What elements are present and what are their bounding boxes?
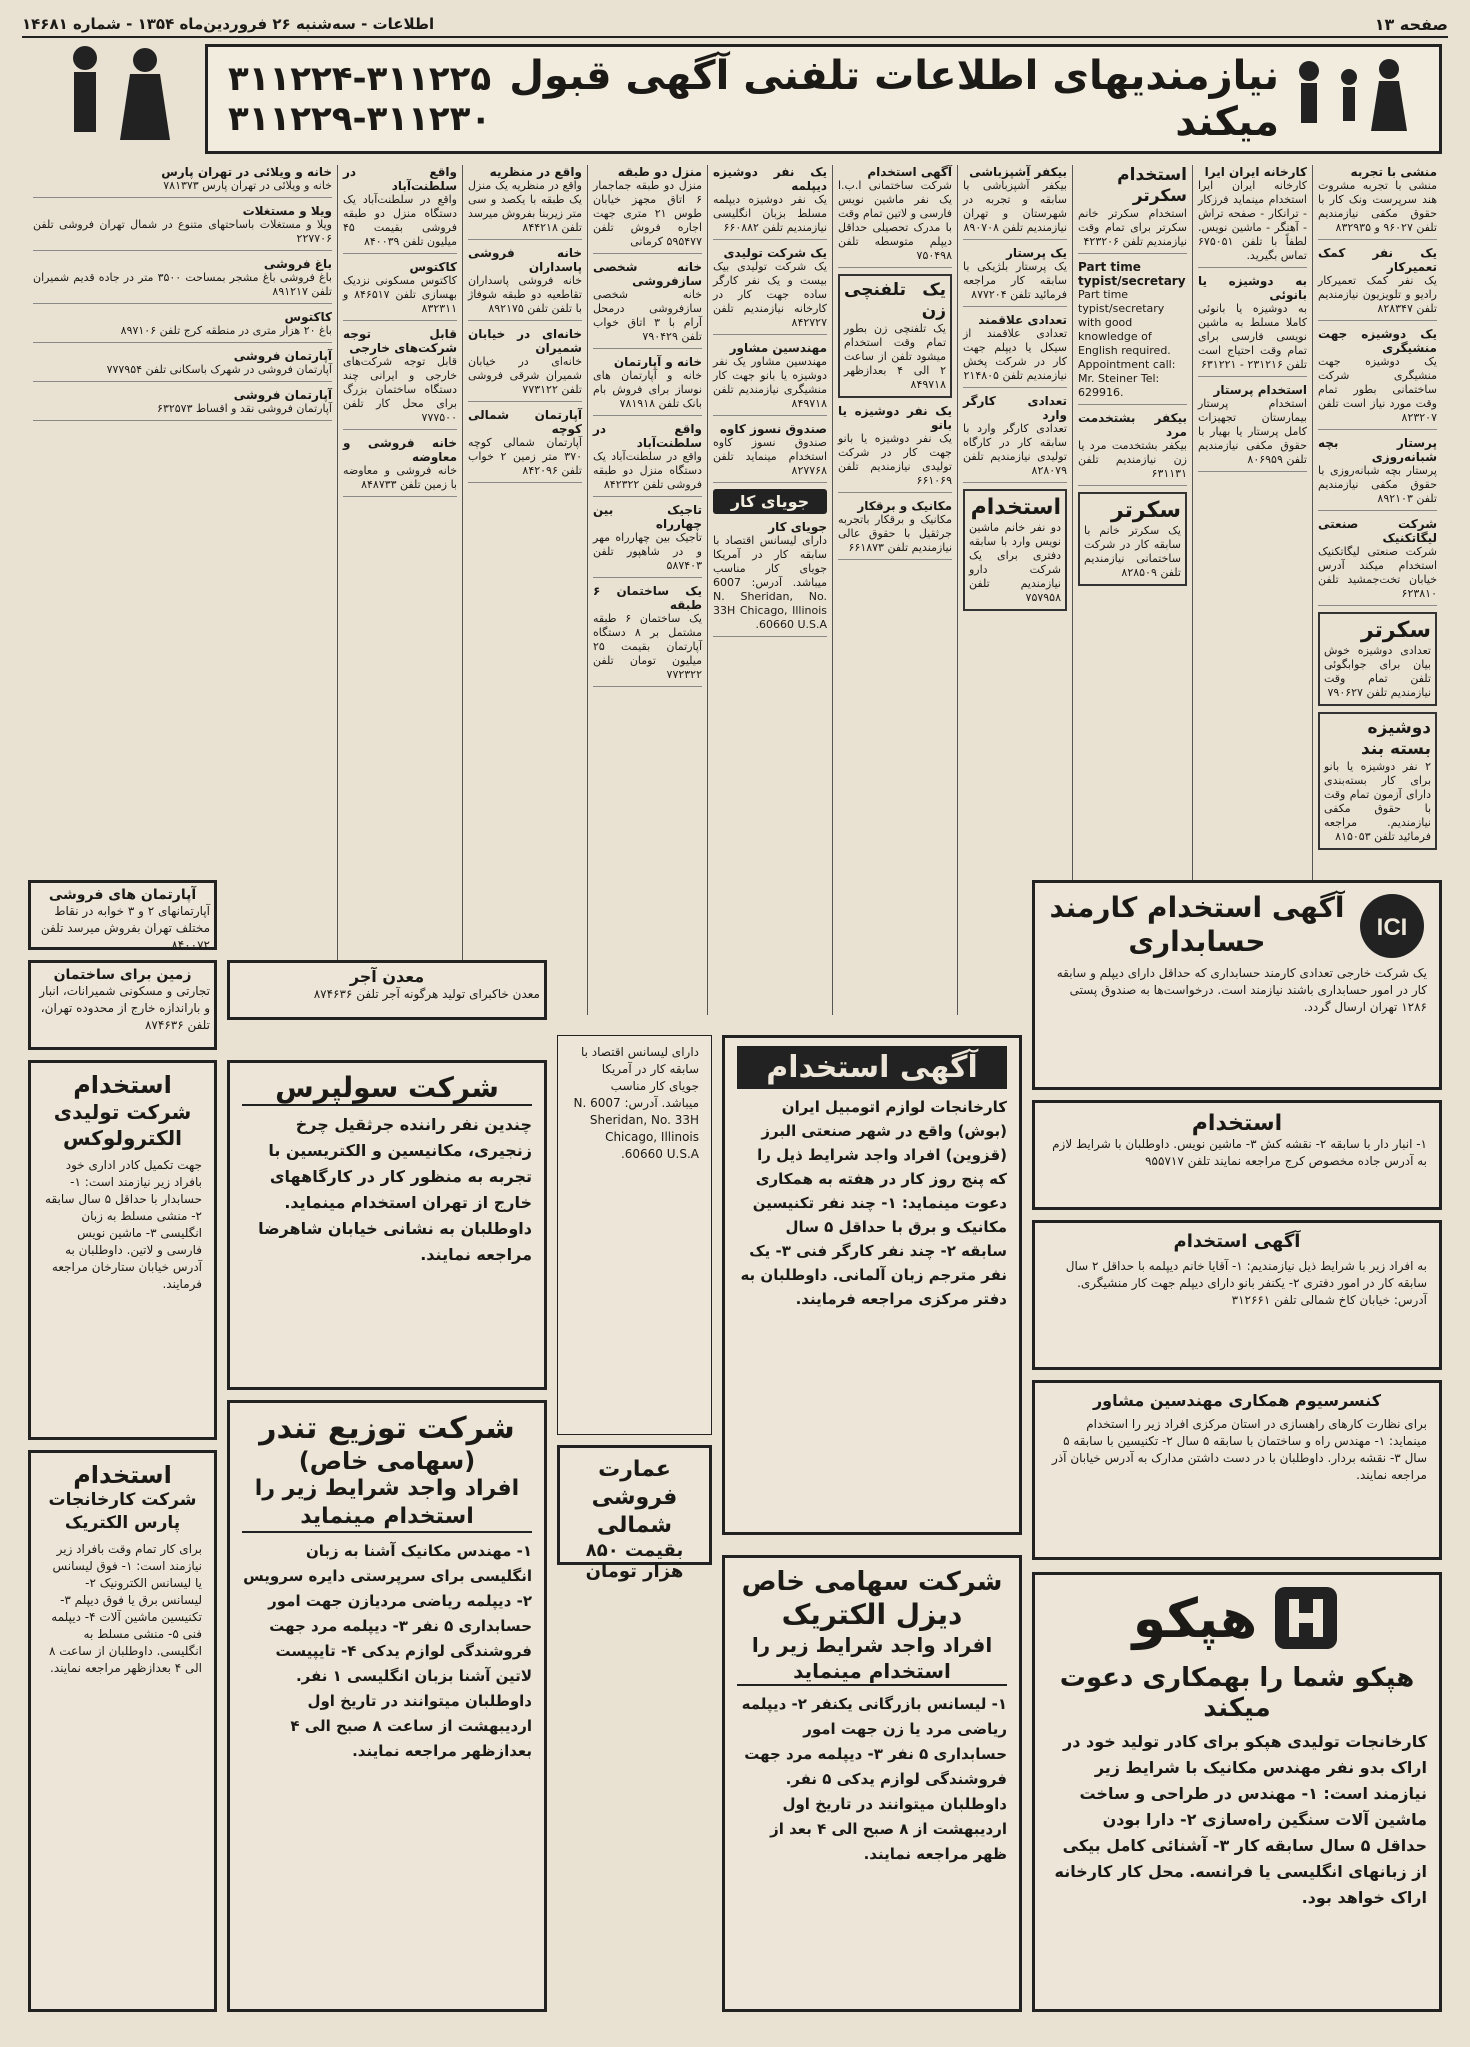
ad-heading: پرستار بچه شبانه‌روزی bbox=[1318, 436, 1437, 464]
ad-box-consortium bbox=[1032, 1380, 1442, 1560]
ad-text: یک تلفنچی زن بطور تمام وقت استخدام میشود تلفن از ساعت ۲ الی ۴ بعدازظهر ۸۴۹۷۱۸ bbox=[844, 322, 947, 391]
ad-heading: بیکفر بشتخدمت مرد bbox=[1078, 411, 1187, 439]
ici-logo-text: ICI bbox=[1376, 914, 1408, 941]
ad-text: کارخانه ایران ایرا استخدام مینماید فرزکار - ترانکار - صفحه تراش - آهنگر - ماشین نویس. لطفاً با تلفن ۶۷۵۰۵۱ تماس بگیرید. bbox=[1198, 179, 1307, 262]
banner-title: نیازمندیهای اطلاعات تلفنی آگهی قبول میکند bbox=[509, 53, 1279, 145]
column-5 bbox=[832, 165, 957, 1015]
ad-box-text: جهت تکمیل کادر اداری خود بافراد زیر نیازمند است: ۱- حسابدار با حداقل ۵ سال سابقه ۲- منشی مسلط به زبان انگلیسی ۳- ماشین نویس فارسی و لاتین. داوطلبان به آدرس خیابان ستارخان مراجعه فرمایند. bbox=[45, 1158, 202, 1291]
ad-heading: یک نفر دوشیزه یا بانو bbox=[838, 404, 952, 432]
ad bbox=[963, 313, 1067, 388]
ad bbox=[1318, 246, 1437, 321]
ad-text: منشی با تجربه مشروت هند سرپرست ونک کار با حقوق مکفی نیازمندیم تلفن ۹۶۰۲۷ و ۸۳۲۹۳۵ bbox=[1318, 179, 1437, 234]
ad-text: کاکتوس مسکونی نزدیک بهسازی تلفن ۸۴۶۵۱۷ و ۸۳۲۳۱۱ bbox=[343, 274, 457, 315]
ad-box-title: استخدام bbox=[1191, 1111, 1283, 1136]
ad-heading: تعدادی کارگر وارد bbox=[963, 394, 1067, 422]
ad bbox=[963, 246, 1067, 307]
ad-text: خانه فروشی پاسداران تقاطعیه دو طبقه شوفاژ با تلفن تلفن ۸۹۲۱۷۵ bbox=[468, 274, 582, 315]
ad-box-ici bbox=[1032, 880, 1442, 1090]
ad-heading: کاکتوس bbox=[409, 260, 457, 274]
ad-heading: شرکت صنعتی لیگاتکنیک bbox=[1318, 517, 1437, 545]
ad bbox=[1078, 165, 1187, 254]
ad bbox=[1318, 327, 1437, 430]
ad-text: شرکت ساختمانی ا.ب.ا یک نفر ماشین نویس فارسی و لاتین تمام وقت با مدرک تحصیلی حداقل دیپلم متوسطه تلفن ۷۵۰۴۹۸ bbox=[838, 179, 952, 262]
ad-text: شرکت صنعتی لیگاتکنیک استخدام میکند آدرس خیابان تخت‌جمشید تلفن ۶۲۳۸۱۰ bbox=[1318, 545, 1437, 600]
banner-phones bbox=[228, 59, 491, 139]
ad-heading: ویلا و مستغلات bbox=[242, 204, 332, 218]
ad-heading: کاکتوس bbox=[284, 310, 332, 324]
ad-text: آپارتمان فروشی در شهرک باسکانی تلفن ۷۷۷۹۵۴ bbox=[106, 363, 332, 376]
ad-box-text: دارای لیسانس اقتصاد با سابقه کار در آمریکا جویای کار مناسب میباشد. آدرس: 6007 N. Sheridan, No. 33H Chicago, Illinois 60660 U.S.A. bbox=[573, 1045, 699, 1161]
ad-box-land bbox=[28, 960, 217, 1050]
family-illustration-icon bbox=[1279, 51, 1419, 147]
ad-heading: یک شرکت تولیدی bbox=[723, 246, 827, 260]
column-7 bbox=[587, 165, 707, 1015]
ad bbox=[1318, 517, 1437, 606]
ad-box-brick bbox=[227, 960, 547, 1020]
ad-heading: بیکفر آشپزباشی bbox=[969, 165, 1067, 179]
ad-box-hepco bbox=[1032, 1572, 1442, 2012]
ad-box-title: آگهی استخدام bbox=[737, 1046, 1007, 1089]
ad-heading: آپارتمان فروشی bbox=[233, 349, 332, 363]
ad bbox=[1198, 165, 1307, 268]
ad-box-text: یک شرکت خارجی تعدادی کارمند حسابداری که حداقل دارای دیپلم و سابقه کار در امور حسابداری باشند نیازمند است. درخواست‌ها به صندوق پستی ۱۲۸۶ تهران ارسال گردد. bbox=[1056, 966, 1427, 1014]
ad-box-text: چندین نفر راننده جرثقیل چرخ زنجیری، مکانیسین و الکتریسین با تجربه به منظور کار در کارگاههای خارج از تهران استخدام مینماید. داوطلبان به نشانی خیابان شاهرضا مراجعه نمایند. bbox=[258, 1115, 532, 1264]
ad-text: یک نفر دوشیزه دیپلمه مسلط بزبان انگلیسی نیازمندیم تلفن ۶۶۰۸۸۲ bbox=[713, 193, 827, 234]
ad-featured bbox=[838, 274, 952, 398]
ad-text: یک نفر دوشیزه یا بانو جهت کار در شرکت تولیدی نیازمندیم تلفن ۶۶۱۰۶۹ bbox=[838, 432, 952, 487]
ad-heading: منزل دو طبقه bbox=[617, 165, 702, 179]
ad-box-title: شرکت سهامی خاص bbox=[741, 1567, 1003, 1597]
ad-box-apartments bbox=[28, 880, 217, 950]
ad-heading: جویای کار bbox=[768, 520, 827, 534]
ad-box-job-seekers-2 bbox=[557, 1035, 712, 1435]
ad-box-subtitle: شرکت کارخانجات پارس الکتریک bbox=[48, 1490, 197, 1533]
ad-box-title: استخدام bbox=[73, 1071, 172, 1099]
ad bbox=[468, 246, 582, 321]
ad-text: آپارتمان شمالی کوچه ۳۷۰ متر زمین ۲ خواب تلفن ۸۴۲۰۹۶ bbox=[468, 436, 583, 477]
ad bbox=[33, 257, 332, 304]
ad-heading: آپارتمان فروشی bbox=[233, 388, 332, 402]
ad bbox=[343, 436, 457, 497]
ad-text: واقع در سلطنت‌آباد یک دستگاه منزل دو طبقه فروشی بقیمت ۴۵ میلیون تلفن ۸۴۰۰۳۹ bbox=[343, 193, 457, 248]
ad-text: منزل دو طبقه جماجمار ۶ اتاق مجهز خیابان طوس ۲۱ متری جهت اجاره فروش تلفن ۵۹۵۴۷۷ کرمانی bbox=[593, 179, 702, 248]
ad bbox=[33, 165, 332, 198]
ad-heading: استخدام سکرتر bbox=[1117, 165, 1187, 206]
ad bbox=[33, 310, 332, 343]
ad-text: خانه و آپارتمان های نوساز برای فروش بام بانک تلفن ۷۸۱۹۱۸ bbox=[593, 369, 702, 410]
ad-box-title: کنسرسیوم همکاری مهندسین مشاور bbox=[1092, 1391, 1382, 1410]
ad-heading: واقع در منظریه bbox=[489, 165, 582, 179]
ad-heading: خانه فروشی و معاوضه bbox=[343, 436, 457, 464]
ad-box-title: هپکو شما را بهمکاری دعوت میکند bbox=[1059, 1663, 1415, 1723]
ad-box-text: به افراد زیر با شرایط ذیل نیازمندیم: ۱- آقایا خانم دیپلمه با حداقل ۲ سال سابقه کار در امور دفتری ۲- یکنفر بانو دارای دیپلم جهت کار منشیگری. آدرس: خیابان کاخ شمالی تلفن ۳۱۲۶۶۱ bbox=[1065, 1259, 1427, 1307]
ad bbox=[963, 394, 1067, 483]
ad-heading: یک تلفنچی زن bbox=[844, 280, 946, 321]
ad bbox=[593, 165, 702, 254]
ad-box-title: آگهی استخدام bbox=[1173, 1231, 1301, 1252]
page-header bbox=[22, 12, 1448, 38]
ad-heading: خانه شخصی سازفروشی bbox=[593, 260, 702, 288]
ad-box-text: کارخانجات لوازم اتومبیل ایران (بوش) واقع در شهر صنعتی البرز (قزوین) افراد واجد شرایط ذیل را که پنج روز کار در هفته به همکاری دعوت مینماید: ۱- چند نفر تکنیسین مکانیک و برق با حداقل ۵ سال سابقه ۲- چند نفر کارگر فنی ۳- یک نفر مترجم زبان آلمانی. داوطلبان به دفتر مرکزی مراجعه فرمایند. bbox=[740, 1098, 1007, 1308]
ad-text: بیکفر آشپزباشی با سابقه و تجربه در شهرستان و تهران نیازمندیم تلفن ۸۹۰۷۰۸ bbox=[963, 179, 1067, 234]
ad bbox=[838, 404, 952, 493]
ad bbox=[593, 584, 702, 687]
ad-heading: منشی با تجربه bbox=[1350, 165, 1437, 179]
ad-box-title: آگهی استخدام کارمند حسابداری bbox=[1049, 891, 1345, 958]
ad-text: خانه فروشی و معاوضه با زمین تلفن ۸۴۸۷۳۳ bbox=[343, 464, 457, 491]
ad-text: آپارتمان فروشی نقد و اقساط ۶۳۲۵۷۳ bbox=[157, 402, 332, 415]
ad-heading: واقع در سلطنت‌آباد bbox=[343, 165, 457, 193]
ad-text: باغ فروشی باغ مشجر بمساحت ۳۵۰۰ متر در جاده قدیم شمیران تلفن ۸۹۱۲۱۷ bbox=[33, 271, 332, 298]
ad-box-text: برای نظارت کارهای راهسازی در استان مرکزی افراد زیر را استخدام مینماید: ۱- مهندس راه و ساختمان با سابقه ۵ سال ۲- تکنیسین با سابقه ۵ سال ۳- نقشه بردار. داوطلبان با در دست داشتن مدارک به آدرس خیابان آذر مراجعه نمایند. bbox=[1052, 1417, 1427, 1482]
ad-text: واقع در سلطنت‌آباد یک دستگاه منزل دو طبقه فروشی تلفن ۸۴۲۳۲۲ bbox=[593, 450, 702, 491]
ad-heading: یک نفر کمک تعمیرکار bbox=[1318, 246, 1437, 274]
ad-box-subtitle: دیزل الکتریک bbox=[781, 1598, 963, 1631]
ici-logo-icon bbox=[1357, 891, 1427, 961]
ad bbox=[713, 422, 827, 483]
column-8 bbox=[462, 165, 587, 1015]
ad-text: واقع در منظریه یک منزل یک طبقه با یکصد و سی متر زیربنا بفروش میرسد تلفن ۸۴۴۲۱۸ bbox=[468, 179, 582, 234]
ad-text: Part time typist/secretary with good knowledge of English required. Appointment call: Mr. Steiner Tel: 629916. bbox=[1078, 288, 1176, 399]
banner-phones-2: ۳۱۱۲۲۹-۳۱۱۲۳۰ bbox=[228, 99, 492, 139]
ad-heading: سکرتر bbox=[1360, 618, 1431, 643]
ad-featured bbox=[1078, 492, 1187, 586]
ad-box-building-sale bbox=[557, 1445, 712, 1582]
banner-phones-1: ۳۱۱۲۲۴-۳۱۱۲۲۵ bbox=[228, 59, 492, 99]
couple-illustration-icon bbox=[30, 40, 200, 158]
ad-box-title: آپارتمان های فروشی bbox=[48, 887, 197, 903]
ad-heading: قابل توجه شرکت‌های خارجی bbox=[343, 327, 457, 355]
ad-box-tagline: افراد واجد شرایط زیر را استخدام مینماید bbox=[737, 1632, 1007, 1686]
ad-text: باغ ۲۰ هزار متری در منطقه کرج تلفن ۸۹۷۱۰۶ bbox=[120, 324, 332, 337]
ad bbox=[33, 388, 332, 421]
ad-box-text: تجارتی و مسکونی شمیرانات، انبار و باراندازه خارج از محدوده تهران، تلفن ۸۷۴۶۳۶ bbox=[39, 984, 210, 1032]
ad-box-text: معدن خاکبرای تولید هرگونه آجر تلفن ۸۷۴۶۳۶ bbox=[313, 987, 540, 1001]
ad bbox=[713, 165, 827, 240]
ad-box-subtitle: (سهامی خاص) bbox=[298, 1447, 476, 1475]
ad-text: یک سکرتر خانم با سابقه کار در شرکت ساختمانی نیازمندیم تلفن ۸۲۸۵۰۹ bbox=[1084, 524, 1181, 579]
hepco-logo-icon bbox=[1271, 1583, 1341, 1653]
ad-text: یک پرستار بلژیکی با سابقه کار مراجعه فرمائید تلفن ۸۷۷۲۰۴ bbox=[963, 260, 1067, 301]
masthead: اطلاعات - سه‌شنبه ۲۶ فروردین‌ماه ۱۳۵۴ - شماره ۱۴۶۸۱ bbox=[22, 15, 435, 33]
ad bbox=[713, 341, 827, 416]
ad-box-subtitle: شرکت تولیدی الکترولوکس bbox=[53, 1100, 192, 1150]
ad-text: یک نفر کمک تعمیرکار رادیو و تلویزیون نیازمندیم تلفن ۸۲۸۳۴۷ bbox=[1318, 274, 1437, 315]
ad bbox=[1318, 436, 1437, 511]
ad-heading: استخدام پرستار bbox=[1213, 383, 1307, 397]
ad bbox=[468, 408, 582, 483]
ad-text: استخدام سکرتر خانم سکرتر برای تمام وقت نیازمندیم تلفن ۴۲۳۲۰۶ bbox=[1078, 207, 1187, 248]
ad-box-title: استخدام bbox=[73, 1461, 172, 1489]
ad bbox=[343, 165, 457, 254]
hepco-logo bbox=[1047, 1583, 1427, 1653]
ad bbox=[593, 503, 702, 578]
ad-heading: Part time typist/secretary bbox=[1078, 260, 1186, 288]
ad bbox=[343, 260, 457, 321]
ad-text: صندوق نسوز کاوه استخدام مینماید تلفن ۸۲۷۷۶۸ bbox=[713, 436, 827, 477]
ad bbox=[713, 246, 827, 335]
page-number: صفحه ۱۳ bbox=[1374, 14, 1448, 34]
ad-heading: یک نفر دوشیزه دیپلمه bbox=[713, 165, 827, 193]
ad bbox=[1078, 260, 1187, 405]
ad bbox=[33, 204, 332, 251]
ad bbox=[468, 327, 582, 402]
ad-box-text: ۱- انبار دار با سابقه ۲- نقشه کش ۳- ماشین نویس. داوطلبان با شرایط لازم به آدرس جاده مخصوص کرج مراجعه نمایند تلفن ۹۵۵۷۱۷ bbox=[1052, 1137, 1427, 1168]
ad-heading: یک پرستار bbox=[1005, 246, 1067, 260]
ad-heading: به دوشیزه یا بانوئی bbox=[1198, 274, 1307, 302]
ad-heading: تعدادی علاقمند bbox=[978, 313, 1067, 327]
ad-text: دو نفر خانم ماشین نویس وارد با سابقه دفتری برای یک شرکت دارو نیازمندیم تلفن ۷۵۷۹۵۸ bbox=[969, 521, 1061, 604]
ad-box-text: بقیمت ۸۵۰ هزار تومان bbox=[585, 1540, 684, 1582]
ad-heading: تاجیک بین چهارراه bbox=[593, 503, 702, 531]
ad-heading: استخدام bbox=[970, 495, 1061, 520]
ad-text: دارای لیسانس اقتصاد با سابقه کار در آمریکا جویای کار مناسب میباشد. آدرس: 6007 N. Sheridan, No. 33H Chicago, Illinois 60660 U.S.A. bbox=[713, 534, 827, 631]
ad-box-text: ۱- مهندس مکانیک آشنا به زبان انگلیسی برای سرپرستی دایره سرویس ۲- دیپلمه ریاضی مردیازن جهت امور حسابداری ۵ نفر ۳- دیپلمه مرد جهت فروشندگی لوازم یدکی ۴- تایپیست لاتین آشنا بزبان انگلیسی ۱ نفر. داوطلبان میتوانند در تاریخ اول اردیبهشت از ساعت ۸ صبح الی ۴ بعدازظهر مراجعه نمایند. bbox=[243, 1542, 532, 1760]
ad-text: به دوشیزه یا بانوئی کاملا مسلط به ماشین نویسی فارسی برای تمام وقت احتیاج است تلفن ۲۳۱۲۱۶ - ۶۳۱۲۲۱ bbox=[1198, 302, 1307, 371]
ad-heading: باغ فروشی bbox=[263, 257, 332, 271]
ad-text: تعدادی علاقمند از سیکل یا دیپلم جهت کار در شرکت پخش نیازمندیم تلفن ۲۱۴۸۰۵ bbox=[963, 327, 1067, 382]
ad-box-title: معدن آجر bbox=[349, 967, 425, 986]
ad-featured bbox=[1318, 712, 1437, 850]
ad bbox=[713, 520, 827, 637]
ad-box-notice bbox=[1032, 1220, 1442, 1370]
classifieds-banner bbox=[205, 44, 1442, 154]
ad-text: پرستار بچه شبانه‌روزی با حقوق مکفی نیازمندیم تلفن ۸۹۲۱۰۳ bbox=[1318, 464, 1437, 505]
ad-text: ویلا و مستغلات باساحتهای متنوع در شمال تهران فروشی تلفن ۲۲۷۷۰۶ bbox=[33, 218, 332, 245]
hepco-wordmark: هپکو bbox=[1132, 1586, 1258, 1650]
ad-heading: دوشیزه بسته بند bbox=[1361, 718, 1431, 759]
ad bbox=[468, 165, 582, 240]
ad-heading: خانه‌ای در خیابان شمیران bbox=[468, 327, 582, 355]
ad-text: خانه‌ای در خیابان شمیران شرقی فروشی تلفن ۷۷۳۱۲۲ bbox=[468, 355, 582, 396]
ad-text: خانه شخصی سازفروشی درمحل آرام با ۳ اتاق خواب تلفن ۷۹۰۴۲۹ bbox=[593, 288, 702, 343]
ad-heading: آگهی استخدام bbox=[867, 165, 952, 179]
ad bbox=[838, 165, 952, 268]
ad-text: خانه و ویلائی در تهران پارس ۷۸۱۳۷۳ bbox=[163, 179, 332, 192]
ad-box-tondar bbox=[227, 1400, 547, 2012]
ad bbox=[838, 499, 952, 560]
ad-box-title: عمارت فروشی شمالی bbox=[591, 1457, 678, 1538]
ad-box-title: شرکت سولپرس bbox=[242, 1071, 532, 1106]
ad bbox=[1078, 411, 1187, 486]
ad-heading: مکانیک و برقکار bbox=[857, 499, 952, 513]
ad-heading: سکرتر bbox=[1110, 498, 1181, 523]
ad-box-pars-electric bbox=[28, 1450, 217, 2012]
ad-box-tagline: افراد واجد شرایط زیر را استخدام مینماید bbox=[242, 1475, 532, 1533]
ad-text: ۲ نفر دوشیزه یا بانو برای کار بسته‌بندی دارای آزمون تمام وقت با حقوق مکفی نیازمندیم. مراجعه فرمائید تلفن ۸۱۵۰۵۳ bbox=[1324, 760, 1431, 843]
ad bbox=[1318, 165, 1437, 240]
ad-heading: مهندسین مشاور bbox=[729, 341, 827, 355]
ad-box-title: شرکت توزیع تندر bbox=[259, 1411, 515, 1446]
ad bbox=[1198, 274, 1307, 377]
ad-heading: آپارتمان شمالی کوچه bbox=[468, 408, 582, 436]
ad-box-text: ۱- لیسانس بازرگانی یکنفر ۲- دیپلمه ریاضی مرد یا زن جهت امور حسابداری ۵ نفر ۳- دیپلمه مرد جهت فروشندگی لوازم یدکی ۵ نفر. داوطلبان میتوانند در تاریخ اول اردیبهشت از ۸ صبح الی ۴ بعد از ظهر مراجعه نمایند. bbox=[741, 1695, 1007, 1863]
ad-heading: یک دوشیزه جهت منشیگری bbox=[1318, 327, 1437, 355]
ad-box-diesel-electric bbox=[722, 1555, 1022, 2012]
ad-featured bbox=[1318, 612, 1437, 706]
ad-box-text: آپارتمانهای ۲ و ۳ خوابه در نقاط مختلف تهران بفروش میرسد تلفن ۸۴۰۰۷۲ bbox=[40, 904, 210, 952]
ad-heading: یک ساختمان ۶ طبقه bbox=[593, 584, 702, 612]
ad-text: قابل توجه شرکت‌های خارجی و ایرانی چند دستگاه ساختمان بزرگ برای محل کار تلفن ۷۷۷۵۰۰ bbox=[343, 355, 457, 424]
ad-text: بیکفر بشتخدمت مرد یا زن نیازمندیم تلفن ۶۳۱۱۳۱ bbox=[1078, 439, 1187, 480]
ad bbox=[593, 355, 702, 416]
ad-text: استخدام پرستار بیمارستان تجهیزات کامل پرستار یا بهیار با حقوق مکفی نیازمندیم تلفن ۸۰۶۹۵۹ bbox=[1198, 397, 1307, 466]
ad-heading: خانه و ویلائی در تهران پارس bbox=[161, 165, 332, 179]
column-9 bbox=[337, 165, 462, 1015]
ad-heading: کارخانه ایران ایرا bbox=[1204, 165, 1307, 179]
ad-text: تعدادی دوشیزه خوش بیان برای جوابگوئی تلفن تمام وقت نیازمندیم تلفن ۷۹۰۶۲۷ bbox=[1324, 644, 1431, 699]
ad-text: یک شرکت تولیدی بیک بیست و یک نفر کارگر ساده جهت کار در کارخانه نیازمندیم تلفن ۸۴۲۷۲۷ bbox=[713, 260, 827, 329]
ad-text: یک دوشیزه جهت منشیگری شرکت ساختمانی بطور تمام وقت مورد نیاز است تلفن ۸۲۳۲۰۷ bbox=[1318, 355, 1437, 424]
ad-box-title: زمین برای ساختمان bbox=[53, 967, 192, 983]
ad-box-text: برای کار تمام وقت بافراد زیر نیازمند است: ۱- فوق لیسانس یا لیسانس الکترونیک ۲- لیسانس برق یا فوق دیپلم ۳- تکنیسین ماشین آلات ۴- دیپلمه فنی ۵- منشی مسلط به انگلیسی. داوطلبان از ساعت ۸ الی ۴ بعدازظهر مراجعه نمایند. bbox=[49, 1542, 202, 1675]
ad-heading: خانه فروشی پاسداران bbox=[468, 246, 582, 274]
ad-box-text: کارخانجات تولیدی هپکو برای کادر تولید خود در اراک بدو نفر مهندس مکانیک با شرایط زیر نیازمند است: ۱- مهندس در طراحی و ساخت ماشین آلات سنگین راه‌سازی ۲- دارا بودن حداقل ۵ سال سابقه کار ۳- آشنائی کامل بیکی از زبانهای انگلیسی یا فرانسه. محل کار کارخانه اراک خواهد بود. bbox=[1054, 1732, 1427, 1907]
ad-text: تاجیک بین چهارراه مهر و در شاهپور تلفن ۵۸۷۴۰۳ bbox=[593, 531, 702, 572]
ad bbox=[963, 165, 1067, 240]
section-heading-job-seekers: جویای کار bbox=[713, 489, 827, 514]
ad bbox=[343, 327, 457, 430]
ad-featured bbox=[963, 489, 1067, 611]
ad-heading: صندوق نسوز کاوه bbox=[719, 422, 827, 436]
ad-box-solpers bbox=[227, 1060, 547, 1390]
ad-text: تعدادی کارگر وارد با سابقه کار در کارگاه تولیدی نیازمندیم تلفن ۸۲۸۰۷۹ bbox=[963, 422, 1067, 477]
ad-box-electrolux bbox=[28, 1060, 217, 1440]
ad bbox=[593, 422, 702, 497]
ad-heading: خانه و آپارتمان bbox=[613, 355, 702, 369]
ad-text: مهندسین مشاور یک نفر دوشیزه یا بانو جهت کار منشیگری نیازمندیم تلفن ۸۴۹۷۱۸ bbox=[713, 355, 827, 410]
ad-box-bosch bbox=[722, 1035, 1022, 1535]
column-6 bbox=[707, 165, 832, 1015]
ad-heading: واقع در سلطنت‌آباد bbox=[593, 422, 702, 450]
ad-text: مکانیک و برقکار باتجربه جرثقیل با حقوق عالی نیازمندیم تلفن ۶۶۱۸۷۳ bbox=[838, 513, 952, 554]
ad bbox=[593, 260, 702, 349]
ad-text: یک ساختمان ۶ طبقه مشتمل بر ۸ دستگاه آپارتمان بقیمت ۲۵ میلیون تومان تلفن ۷۷۲۳۲۲ bbox=[593, 612, 702, 681]
ad bbox=[33, 349, 332, 382]
ad-box-recruit bbox=[1032, 1100, 1442, 1210]
ad bbox=[1198, 383, 1307, 472]
